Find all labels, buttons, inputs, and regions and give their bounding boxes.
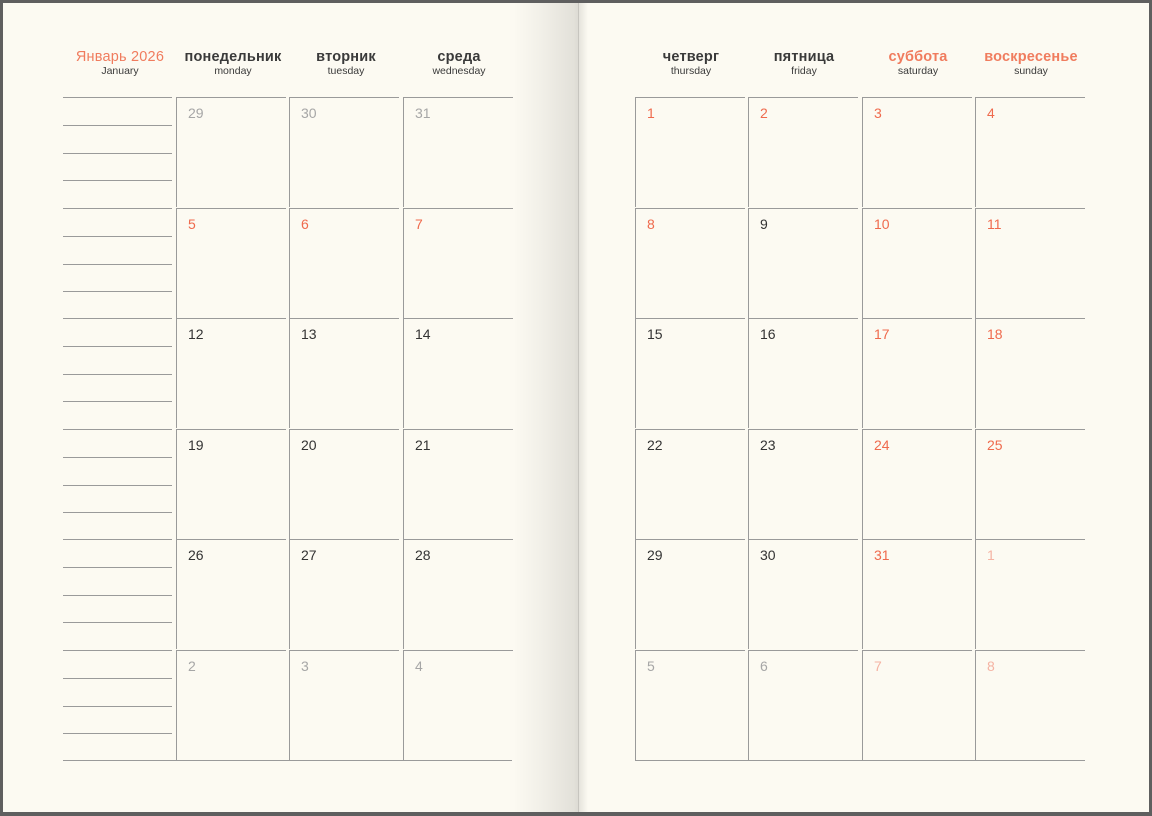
- weekday-header-sunday: [975, 49, 1087, 77]
- day-cell[interactable]: [975, 650, 1085, 760]
- day-number: 29: [188, 105, 204, 121]
- weekday-label: понедельник: [184, 49, 282, 65]
- day-cell[interactable]: [635, 539, 745, 649]
- day-cell[interactable]: [635, 650, 745, 760]
- day-number: 13: [301, 326, 317, 342]
- day-number: 28: [415, 547, 431, 563]
- day-number: 29: [647, 547, 663, 563]
- weekday-label: воскресенье: [984, 49, 1078, 65]
- day-cell[interactable]: [176, 650, 286, 760]
- day-number: 19: [188, 437, 204, 453]
- day-number: 30: [760, 547, 776, 563]
- day-number: 2: [760, 105, 768, 121]
- notes-line: [63, 733, 172, 734]
- notes-line: [63, 401, 172, 402]
- weekday-label-en: saturday: [897, 65, 939, 77]
- day-cell[interactable]: [635, 318, 745, 428]
- day-cell[interactable]: [403, 539, 513, 649]
- day-cell[interactable]: [635, 429, 745, 539]
- weekday-header-thursday: [635, 49, 747, 77]
- notes-line: [63, 595, 172, 596]
- day-number: 31: [874, 547, 890, 563]
- day-cell[interactable]: [403, 650, 513, 760]
- planner-spread: [3, 3, 1149, 812]
- day-number: 10: [874, 216, 890, 232]
- day-cell[interactable]: [289, 539, 399, 649]
- notes-line: [63, 236, 172, 237]
- day-cell[interactable]: [289, 318, 399, 428]
- bottom-rule-right: [635, 760, 1085, 761]
- day-number: 7: [874, 658, 882, 674]
- day-cell[interactable]: [975, 429, 1085, 539]
- day-number: 18: [987, 326, 1003, 342]
- weekday-label: четверг: [662, 49, 720, 65]
- month-title: Январь 2026: [75, 49, 165, 65]
- day-cell[interactable]: [748, 208, 858, 318]
- day-cell[interactable]: [176, 429, 286, 539]
- day-number: 20: [301, 437, 317, 453]
- day-number: 27: [301, 547, 317, 563]
- month-header: [64, 49, 176, 77]
- week-notes-area[interactable]: [63, 429, 172, 539]
- day-number: 3: [301, 658, 309, 674]
- weekday-label-en: tuesday: [327, 65, 365, 77]
- day-cell[interactable]: [403, 429, 513, 539]
- day-cell[interactable]: [289, 429, 399, 539]
- day-cell[interactable]: [862, 429, 972, 539]
- weekday-label-en: monday: [214, 65, 252, 77]
- day-cell[interactable]: [635, 97, 745, 207]
- weekday-header-friday: [748, 49, 860, 77]
- day-cell[interactable]: [975, 97, 1085, 207]
- day-cell[interactable]: [862, 208, 972, 318]
- notes-line: [63, 678, 172, 679]
- bottom-rule-left: [63, 760, 512, 761]
- day-cell[interactable]: [748, 97, 858, 207]
- day-cell[interactable]: [975, 208, 1085, 318]
- day-cell[interactable]: [176, 97, 286, 207]
- notes-line: [63, 512, 172, 513]
- day-number: 9: [760, 216, 768, 232]
- day-cell[interactable]: [748, 650, 858, 760]
- day-number: 1: [987, 547, 995, 563]
- day-number: 26: [188, 547, 204, 563]
- day-number: 30: [301, 105, 317, 121]
- day-cell[interactable]: [748, 539, 858, 649]
- book-gutter-shadow: [513, 3, 579, 812]
- day-number: 24: [874, 437, 890, 453]
- weekday-label: вторник: [316, 49, 376, 65]
- day-number: 23: [760, 437, 776, 453]
- weekday-header-tuesday: [290, 49, 402, 77]
- day-number: 12: [188, 326, 204, 342]
- day-number: 4: [415, 658, 423, 674]
- day-cell[interactable]: [748, 429, 858, 539]
- weekday-label-en: sunday: [1014, 65, 1048, 77]
- weekday-header-wednesday: [403, 49, 515, 77]
- notes-line: [63, 567, 172, 568]
- day-number: 6: [301, 216, 309, 232]
- notes-line: [63, 180, 172, 181]
- day-number: 8: [987, 658, 995, 674]
- day-cell[interactable]: [862, 650, 972, 760]
- day-number: 17: [874, 326, 890, 342]
- day-number: 16: [760, 326, 776, 342]
- weekday-header-monday: [177, 49, 289, 77]
- day-cell[interactable]: [975, 539, 1085, 649]
- notes-line: [63, 374, 172, 375]
- notes-line: [63, 485, 172, 486]
- week-notes-area[interactable]: [63, 208, 172, 318]
- day-number: 1: [647, 105, 655, 121]
- day-number: 14: [415, 326, 431, 342]
- day-cell[interactable]: [403, 97, 513, 207]
- weekday-label-en: wednesday: [432, 65, 486, 77]
- notes-line: [63, 346, 172, 347]
- weekday-label: среда: [437, 49, 481, 65]
- day-cell[interactable]: [862, 539, 972, 649]
- day-number: 22: [647, 437, 663, 453]
- notes-line: [63, 125, 172, 126]
- weekday-header-saturday: [862, 49, 974, 77]
- month-title-en: January: [101, 65, 139, 77]
- day-cell[interactable]: [635, 208, 745, 318]
- day-cell[interactable]: [403, 318, 513, 428]
- day-cell[interactable]: [289, 97, 399, 207]
- day-cell[interactable]: [289, 208, 399, 318]
- day-number: 15: [647, 326, 663, 342]
- day-cell[interactable]: [403, 208, 513, 318]
- day-number: 7: [415, 216, 423, 232]
- day-number: 6: [760, 658, 768, 674]
- day-number: 21: [415, 437, 431, 453]
- day-number: 31: [415, 105, 431, 121]
- book-gutter-shadow-right: [578, 3, 588, 812]
- day-cell[interactable]: [975, 318, 1085, 428]
- day-number: 25: [987, 437, 1003, 453]
- day-number: 4: [987, 105, 995, 121]
- day-cell[interactable]: [862, 97, 972, 207]
- day-cell[interactable]: [176, 318, 286, 428]
- weekday-label: суббота: [888, 49, 948, 65]
- weekday-label: пятница: [773, 49, 835, 65]
- day-number: 2: [188, 658, 196, 674]
- weekday-label-en: friday: [791, 65, 817, 77]
- week-notes-area[interactable]: [63, 318, 172, 428]
- weekday-label-en: thursday: [670, 65, 712, 77]
- day-cell[interactable]: [862, 318, 972, 428]
- week-notes-area[interactable]: [63, 539, 172, 649]
- day-number: 5: [188, 216, 196, 232]
- notes-line: [63, 153, 172, 154]
- week-notes-area[interactable]: [63, 650, 172, 760]
- notes-line: [63, 622, 172, 623]
- notes-line: [63, 264, 172, 265]
- day-number: 3: [874, 105, 882, 121]
- day-number: 8: [647, 216, 655, 232]
- day-number: 11: [987, 216, 1002, 232]
- day-cell[interactable]: [289, 650, 399, 760]
- week-notes-area[interactable]: [63, 97, 172, 207]
- notes-line: [63, 457, 172, 458]
- notes-line: [63, 706, 172, 707]
- notes-line: [63, 291, 172, 292]
- day-cell[interactable]: [176, 208, 286, 318]
- day-cell[interactable]: [176, 539, 286, 649]
- day-number: 5: [647, 658, 655, 674]
- day-cell[interactable]: [748, 318, 858, 428]
